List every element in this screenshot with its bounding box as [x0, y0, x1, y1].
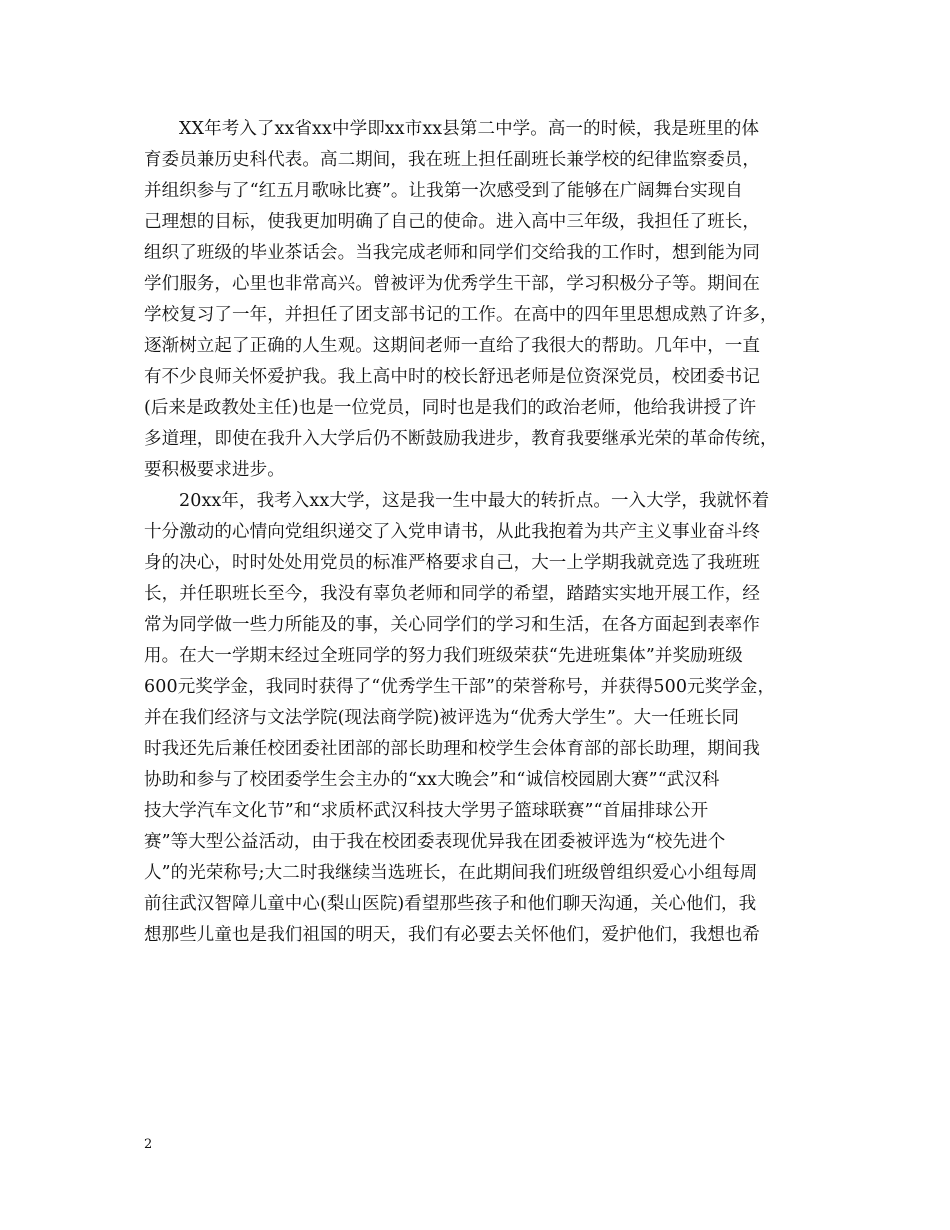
text-line: 组织了班级的毕业茶话会。当我完成老师和同学们交给我的工作时，想到能为同: [144, 243, 760, 263]
text-line: 学们服务，心里也非常高兴。曾被评为优秀学生干部，学习积极分子等。期间在: [144, 274, 760, 294]
paragraph-high-school: [144, 114, 809, 486]
page-number: 2: [144, 1137, 153, 1152]
text-line: 赛”等大型公益活动，由于我在校团委表现优异我在团委被评选为“校先进个: [144, 832, 726, 852]
text-line: 长，并任职班长至今，我没有辜负老师和同学的希望，踏踏实实地开展工作，经: [144, 584, 760, 604]
text-line: XX年考入了xx省xx中学即xx市xx县第二中学。高一的时候，我是班里的体: [179, 119, 760, 139]
text-line: 常为同学做一些力所能及的事，关心同学们的学习和生活，在各方面起到表率作: [144, 615, 760, 635]
text-line: 用。在大一学期末经过全班同学的努力我们班级荣获“先进班集体”并奖励班级: [144, 646, 743, 666]
paragraph-university: [144, 486, 809, 951]
text-line: 十分激动的心情向党组织递交了入党申请书，从此我抱着为共产主义事业奋斗终: [144, 522, 760, 542]
text-line: 前往武汉智障儿童中心(梨山医院)看望那些孩子和他们聊天沟通，关心他们，我: [144, 894, 757, 914]
text-line: (后来是政教处主任)也是一位党员，同时也是我们的政治老师，他给我讲授了许: [144, 398, 757, 418]
text-line: 20xx年，我考入xx大学，这是我一生中最大的转折点。一入大学，我就怀着: [179, 491, 770, 511]
text-line: 技大学汽车文化节”和“求质杯武汉科技大学男子篮球联赛”“首届排球公开: [144, 801, 709, 821]
text-line: 并在我们经济与文法学院(现法商学院)被评选为“优秀大学生”。大一任班长同: [144, 708, 740, 728]
text-line: 身的决心，时时处处用党员的标准严格要求自己，大一上学期我就竞选了我班班: [144, 553, 760, 573]
text-line: 有不少良师关怀爱护我。我上高中时的校长舒迅老师是位资深党员，校团委书记: [144, 367, 760, 387]
text-line: 想那些儿童也是我们祖国的明天，我们有必要去关怀他们，爱护他们，我想也希: [144, 925, 760, 945]
text-line: 逐渐树立起了正确的人生观。这期间老师一直给了我很大的帮助。几年中，一直: [144, 336, 760, 356]
text-line: 人”的光荣称号;大二时我继续当选班长，在此期间我们班级曾组织爱心小组每周: [144, 863, 758, 883]
text-line: 育委员兼历史科代表。高二期间，我在班上担任副班长兼学校的纪律监察委员，: [144, 150, 760, 170]
text-line: 时我还先后兼任校团委社团部的部长助理和校学生会体育部的部长助理，期间我: [144, 739, 760, 759]
text-line: 己理想的目标，使我更加明确了自己的使命。进入高中三年级，我担任了班长，: [144, 212, 760, 232]
text-line: 600元奖学金，我同时获得了“优秀学生干部”的荣誉称号，并获得500元奖学金，: [144, 677, 776, 697]
text-line: 学校复习了一年，并担任了团支部书记的工作。在高中的四年里思想成熟了许多，: [144, 305, 778, 325]
text-line: 多道理，即使在我升入大学后仍不断鼓励我进步，教育我要继承光荣的革命传统，: [144, 429, 778, 449]
text-line: 协助和参与了校团委学生会主办的“xx大晚会”和“诚信校园剧大赛”“武汉科: [144, 770, 720, 790]
text-line: 要积极要求进步。: [144, 460, 285, 480]
text-line: 并组织参与了“红五月歌咏比赛”。让我第一次感受到了能够在广阔舞台实现自: [144, 181, 743, 201]
document-body: [144, 114, 809, 951]
